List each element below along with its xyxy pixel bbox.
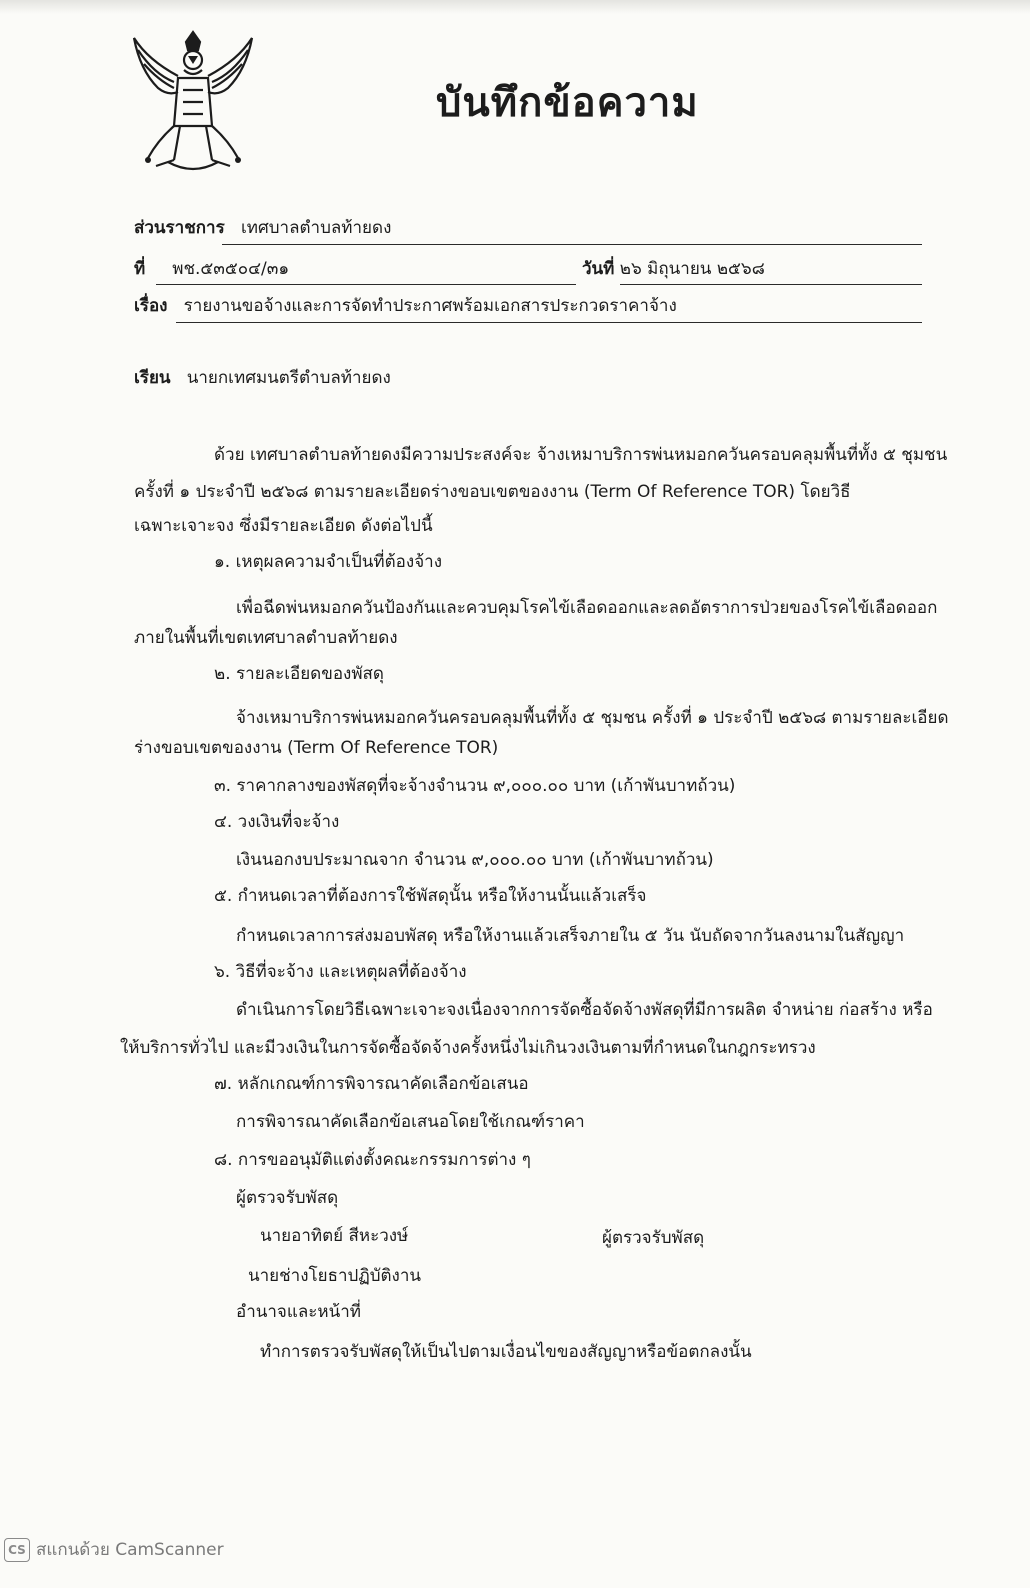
subject-value: รายงานขอจ้างและการจัดทำประกาศพร้อมเอกสารประกวดราคาจ้าง xyxy=(183,296,677,316)
subject-label: เรื่อง xyxy=(134,296,168,316)
item-2-body-2: ร่างขอบเขตของงาน (Term Of Reference TOR) xyxy=(134,738,499,758)
ref-value: พช.๕๓๕๐๔/๓๑ xyxy=(172,259,290,279)
item-4-heading: ๔. วงเงินที่จะจ้าง xyxy=(214,812,340,832)
duty-body: ทำการตรวจรับพัสดุให้เป็นไปตามเงื่อนไขของสัญญาหรือข้อตกลงนั้น xyxy=(260,1342,752,1362)
item-2-body-1: จ้างเหมาบริการพ่นหมอกควันครอบคลุมพื้นที่ทั้ง ๕ ชุมชน ครั้งที่ ๑ ประจำปี ๒๕๖๘ ตามรายละเอียด xyxy=(236,708,949,728)
ref-rule xyxy=(156,284,576,285)
committee-member-position: นายช่างโยธาปฏิบัติงาน xyxy=(248,1266,422,1286)
committee-member-role: ผู้ตรวจรับพัสดุ xyxy=(602,1228,705,1248)
item-5-heading: ๕. กำหนดเวลาที่ต้องการใช้พัสดุนั้น หรือให้งานนั้นแล้วเสร็จ xyxy=(214,886,647,906)
scanner-watermark xyxy=(4,1536,224,1563)
memo-title: บันทึกข้อความ xyxy=(436,80,699,126)
item-1-body-1: เพื่อฉีดพ่นหมอกควันป้องกันและควบคุมโรคไข้เลือดออกและลดอัตราการป่วยของโรคไข้เลือดออก xyxy=(236,598,938,618)
committee-member-name: นายอาทิตย์ สีหะวงษ์ xyxy=(260,1226,409,1246)
item-1-heading: ๑. เหตุผลความจำเป็นที่ต้องจ้าง xyxy=(214,552,442,572)
item-1-body-2: ภายในพื้นที่เขตเทศบาลตำบลท้ายดง xyxy=(134,628,398,648)
item-7-heading: ๗. หลักเกณฑ์การพิจารณาคัดเลือกข้อเสนอ xyxy=(214,1074,529,1094)
subject-row xyxy=(134,292,677,319)
item-6-heading: ๖. วิธีที่จะจ้าง และเหตุผลที่ต้องจ้าง xyxy=(214,962,467,982)
garuda-emblem-icon xyxy=(128,30,258,178)
camscanner-logo-icon: CS xyxy=(4,1538,30,1562)
intro-line-3: เฉพาะเจาะจง ซึ่งมีรายละเอียด ดังต่อไปนี้ xyxy=(134,516,433,536)
item-8-subheading: ผู้ตรวจรับพัสดุ xyxy=(236,1188,339,1208)
item-8-heading: ๘. การขออนุมัติแต่งตั้งคณะกรรมการต่าง ๆ xyxy=(214,1150,531,1170)
date-value: ๒๖ มิถุนายน ๒๕๖๘ xyxy=(619,259,765,279)
agency-rule xyxy=(222,244,922,245)
agency-value: เทศบาลตำบลท้ายดง xyxy=(240,218,392,238)
salutation-label: เรียน xyxy=(134,368,171,388)
item-2-heading: ๒. รายละเอียดของพัสดุ xyxy=(214,664,384,684)
scanner-watermark-text: สแกนด้วย CamScanner xyxy=(36,1540,224,1560)
item-6-body-1: ดำเนินการโดยวิธีเฉพาะเจาะจงเนื่องจากการจัดซื้อจัดจ้างพัสดุที่มีการผลิต จำหน่าย ก่อสร้าง หรือ xyxy=(236,1000,933,1020)
ref-row xyxy=(134,255,289,282)
date-label: วันที่ xyxy=(582,259,615,279)
salutation-row xyxy=(134,364,391,391)
item-6-body-2: ให้บริการทั่วไป และมีวงเงินในการจัดซื้อจัดจ้างครั้งหนึ่งไม่เกินวงเงินตามที่กำหนดในกฎกระทรวง xyxy=(120,1038,816,1058)
date-rule xyxy=(620,284,922,285)
ref-label: ที่ xyxy=(134,259,146,279)
scan-edge xyxy=(0,0,1030,14)
agency-label: ส่วนราชการ xyxy=(134,218,225,238)
intro-line-2: ครั้งที่ ๑ ประจำปี ๒๕๖๘ ตามรายละเอียดร่างขอบเขตของงาน (Term Of Reference TOR) โดยวิธี xyxy=(134,482,851,502)
item-4-body: เงินนอกงบประมาณจาก จำนวน ๙,๐๐๐.๐๐ บาท (เก้าพันบาทถ้วน) xyxy=(236,850,714,870)
item-3-heading: ๓. ราคากลางของพัสดุที่จะจ้างจำนวน ๙,๐๐๐.๐๐ บาท (เก้าพันบาทถ้วน) xyxy=(214,776,736,796)
item-7-body: การพิจารณาคัดเลือกข้อเสนอโดยใช้เกณฑ์ราคา xyxy=(236,1112,585,1132)
intro-line-1: ด้วย เทศบาลตำบลท้ายดงมีความประสงค์จะ จ้างเหมาบริการพ่นหมอกควันครอบคลุมพื้นที่ทั้ง ๕ ชุมชน xyxy=(214,445,948,465)
agency-row xyxy=(134,214,391,241)
date-row xyxy=(582,255,765,282)
salutation-value: นายกเทศมนตรีตำบลท้ายดง xyxy=(186,368,391,388)
item-5-body: กำหนดเวลาการส่งมอบพัสดุ หรือให้งานแล้วเสร็จภายใน ๕ วัน นับถัดจากวันลงนามในสัญญา xyxy=(236,926,905,946)
duty-heading: อำนาจและหน้าที่ xyxy=(236,1302,361,1322)
subject-rule xyxy=(176,322,922,323)
